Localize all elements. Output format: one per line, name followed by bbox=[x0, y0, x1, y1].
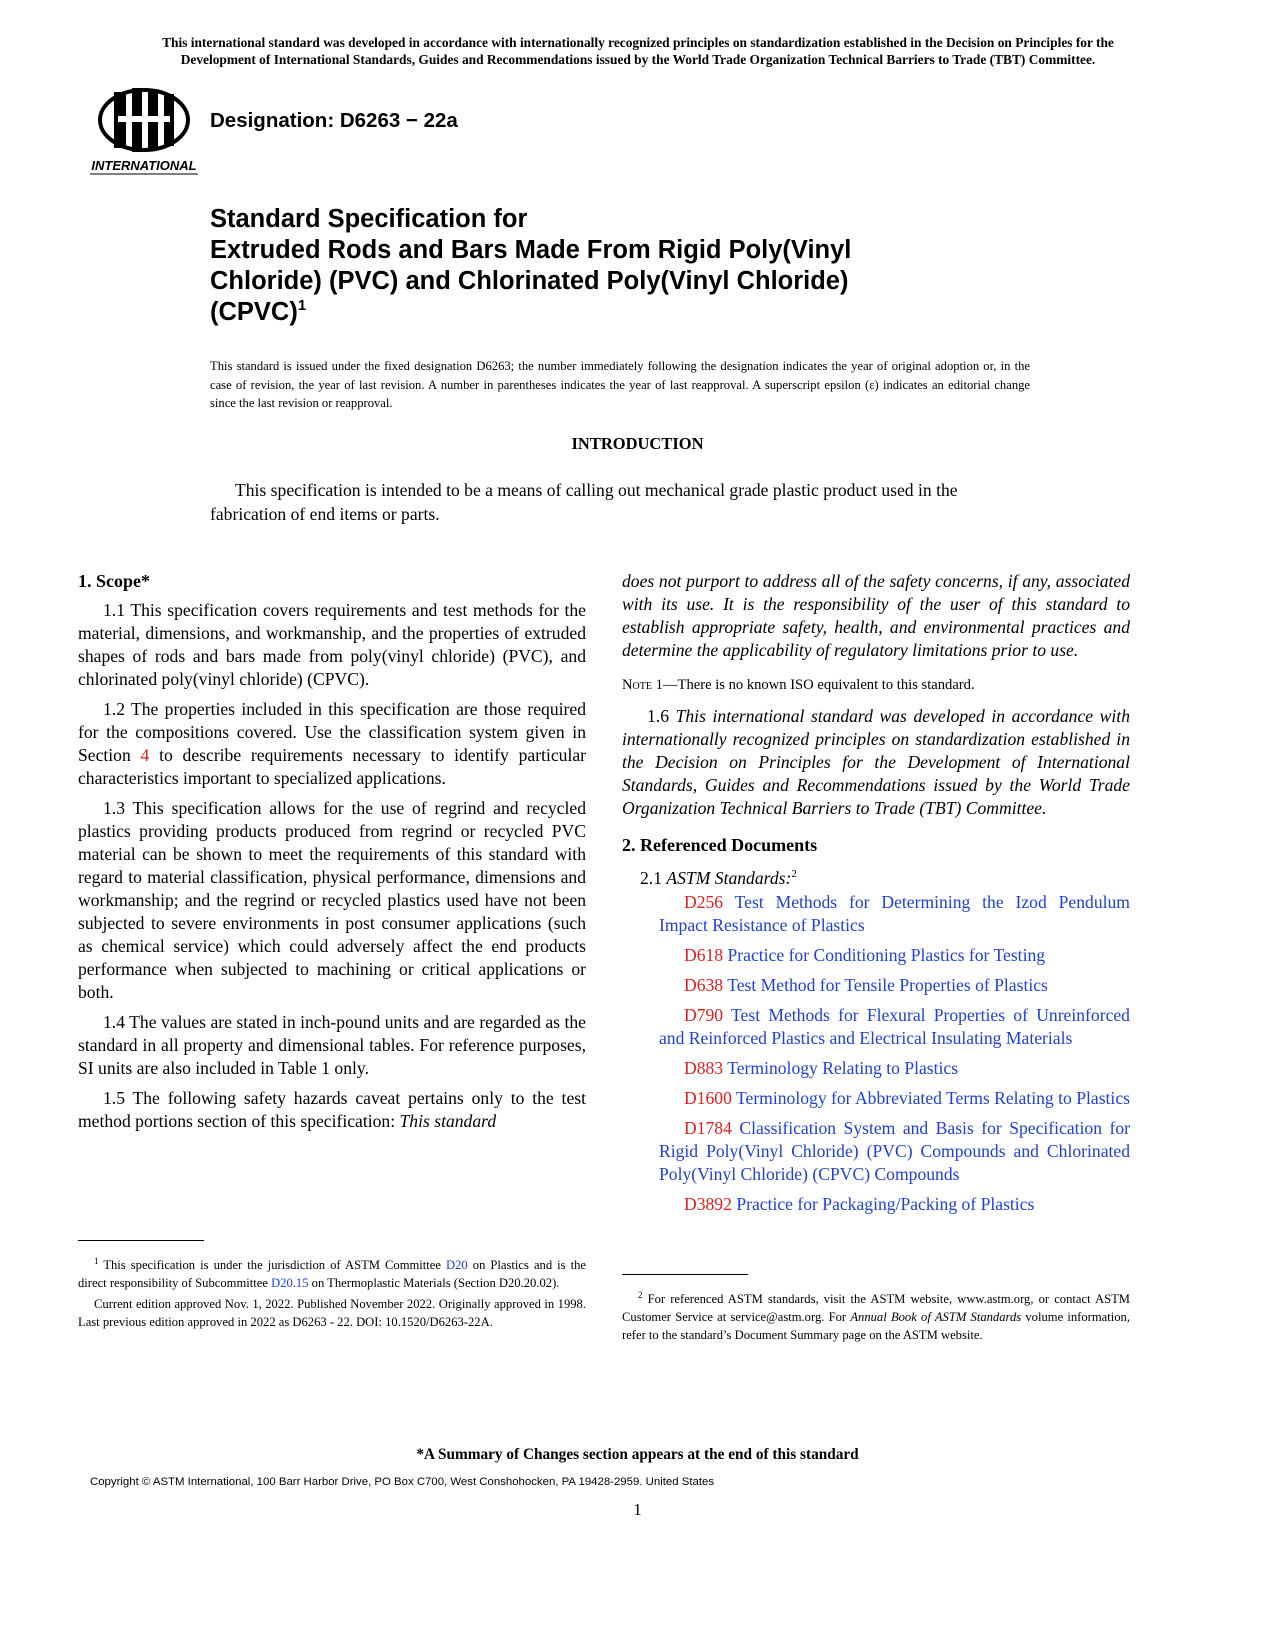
reference-item[interactable]: D1600 Terminology for Abbreviated Terms Relating to Plastics bbox=[684, 1087, 1130, 1108]
section-1-5: 1.5 The following safety hazards caveat pertains only to the test method portions section of this specification: This standard bbox=[78, 1088, 586, 1131]
note-1: Note 1—There is no known ISO equivalent to this standard. bbox=[622, 677, 975, 693]
copyright: Copyright © ASTM International, 100 Barr Harbor Drive, PO Box C700, West Conshohocken, PA 19428-2959. United States bbox=[90, 1476, 715, 1488]
section-1-2: 1.2 The properties included in this specification are those required for the compositions covered. Use the classification system given in Section 4 to describe requirements necessary to identify particular characteristics important to specialized applications. bbox=[78, 699, 587, 788]
footnote-2-text: $^2$ For referenced ASTM standards, visit the ASTM website, www.astm.org, or contact ASTM Customer Service at service@astm.org. For Annual Book of ASTM Standards volume information, refer to the standard’s Document Summary page on the ASTM website. bbox=[622, 1290, 1130, 1343]
reference-item[interactable]: D883 Terminology Relating to Plastics bbox=[684, 1057, 959, 1078]
section-1-4: 1.4 The values are stated in inch-pound units and are regarded as the standard in all property and dimensional tables. For reference purposes, SI units are also included in Table 1 only. bbox=[78, 1012, 586, 1078]
reference-item[interactable]: D638 Test Method for Tensile Properties of Plastics bbox=[684, 974, 1048, 995]
referenced-documents-heading: 2. Referenced Documents bbox=[622, 835, 818, 855]
top-notice bbox=[78, 34, 1198, 68]
footnote-1-edition: Current edition approved Nov. 1, 2022. Published November 2022. Originally approved in 1998. Last previous edition approved in 2022 as D6263 - 22. DOI: 10.1520/D6263-22A. bbox=[78, 1297, 586, 1330]
footnote-rule-right bbox=[622, 1274, 748, 1275]
reference-item[interactable]: D790 Test Methods for Flexural Properties of Unreinforced and Reinforced Plastics and Electrical Insulating Materials bbox=[659, 1004, 1130, 1048]
introduction-text: This specification is intended to be a means of calling out mechanical grade plastic product used in the fabrication of end items or parts. bbox=[210, 480, 958, 524]
section-4-link[interactable]: 4 bbox=[140, 745, 150, 765]
scope-heading: 1. Scope* bbox=[78, 571, 150, 591]
subcommittee-d20-15-link[interactable]: D20.15 bbox=[271, 1276, 309, 1291]
summary-of-changes-note: *A Summary of Changes section appears at the end of this standard bbox=[416, 1446, 859, 1463]
reference-item[interactable]: D618 Practice for Conditioning Plastics for Testing bbox=[684, 944, 1046, 965]
section-1-6: 1.6 This international standard was developed in accordance with internationally recognized principles on standardization established in the Decision on Principles for the Development of International Standards, Guides and Recommendations issued by the World Trade Organization Technical Barriers to Trade (TBT) Committee. bbox=[622, 706, 1130, 818]
issue-note: This standard is issued under the fixed designation D6263; the number immediately following the designation indicates the year of original adoption or, in the case of revision, the year of last revision. A number in parentheses indicates the year of last reapproval. A superscript epsilon (ε) indicates an editorial change since the last revision or reapproval. bbox=[210, 359, 1030, 410]
reference-item[interactable]: D1784 Classification System and Basis for Specification for Rigid Poly(Vinyl Chloride) (PVC) Compounds and Chlorinated Poly(Vinyl Chloride) (CPVC) Compounds bbox=[659, 1117, 1130, 1184]
astm-logo bbox=[88, 84, 200, 180]
footnote-2 bbox=[622, 1286, 1130, 1347]
page-number: 1 bbox=[633, 1500, 642, 1519]
title-line-1: Standard Specification for bbox=[210, 205, 528, 233]
top-notice-line-1: This international standard was developed in accordance with internationally recognized principles on standardization established in the Decision on Principles for the bbox=[162, 35, 1114, 50]
introduction-heading: INTRODUCTION bbox=[571, 434, 704, 453]
footnote-1 bbox=[78, 1252, 586, 1334]
section-2-1: 2.1 ASTM Standards:$^2$ bbox=[640, 867, 797, 888]
title-line-2: Extruded Rods and Bars Made From Rigid Poly(Vinyl bbox=[210, 236, 852, 264]
logo-text: INTERNATIONAL bbox=[91, 158, 197, 173]
title-line-4: (CPVC) bbox=[210, 298, 298, 326]
section-1-3: 1.3 This specification allows for the use of regrind and recycled plastics providing products produced from regrind or recycled PVC material can be shown to meet the requirements of this standard with regard to material classification, physical performance, dimensions and workmanship; and the regrind or recycled plastics used have not been subjected to severe environments in post consumer applications (such as chemical service) which could adversely affect the end products performance when subjected to machining or critical applications or both. bbox=[78, 798, 586, 1002]
section-1-1: 1.1 This specification covers requirements and test methods for the material, dimensions, and workmanship, and the properties of extruded shapes of rods and bars made from poly(vinyl chloride) (PVC), and chlorinated poly(vinyl chloride) (CPVC). bbox=[78, 600, 586, 689]
reference-item[interactable]: D3892 Practice for Packaging/Packing of Plastics bbox=[684, 1193, 1035, 1214]
top-notice-line-2: Development of International Standards, Guides and Recommendations issued by the World Trade Organization Technical Barriers to Trade (TBT) Committee. bbox=[180, 52, 1096, 67]
footnote-rule-left bbox=[78, 1240, 204, 1241]
title-footnote-mark: 1 bbox=[297, 297, 307, 314]
right-column bbox=[622, 570, 1130, 1223]
committee-d20-link[interactable]: D20 bbox=[446, 1258, 468, 1273]
left-column bbox=[78, 570, 586, 1140]
footnote-1-text: $^1$ This specification is under the jurisdiction of ASTM Committee D20 on Plastics and is the direct responsibility of Subcommittee D20.15 on Thermoplastic Materials (Section D20.20.02). bbox=[78, 1256, 587, 1291]
designation: Designation: D6263 − 22a bbox=[210, 109, 458, 132]
reference-list bbox=[622, 891, 1130, 1216]
document-title bbox=[210, 204, 1010, 328]
section-1-5-continued: does not purport to address all of the safety concerns, if any, associated with its use. It is the responsibility of the user of this standard to establish appropriate safety, health, and environmental practices and determine the applicability of regulatory limitations prior to use. bbox=[622, 571, 1130, 660]
title-line-3: Chloride) (PVC) and Chlorinated Poly(Vinyl Chloride) bbox=[210, 267, 849, 295]
reference-item[interactable]: D256 Test Methods for Determining the Izod Pendulum Impact Resistance of Plastics bbox=[659, 891, 1130, 935]
